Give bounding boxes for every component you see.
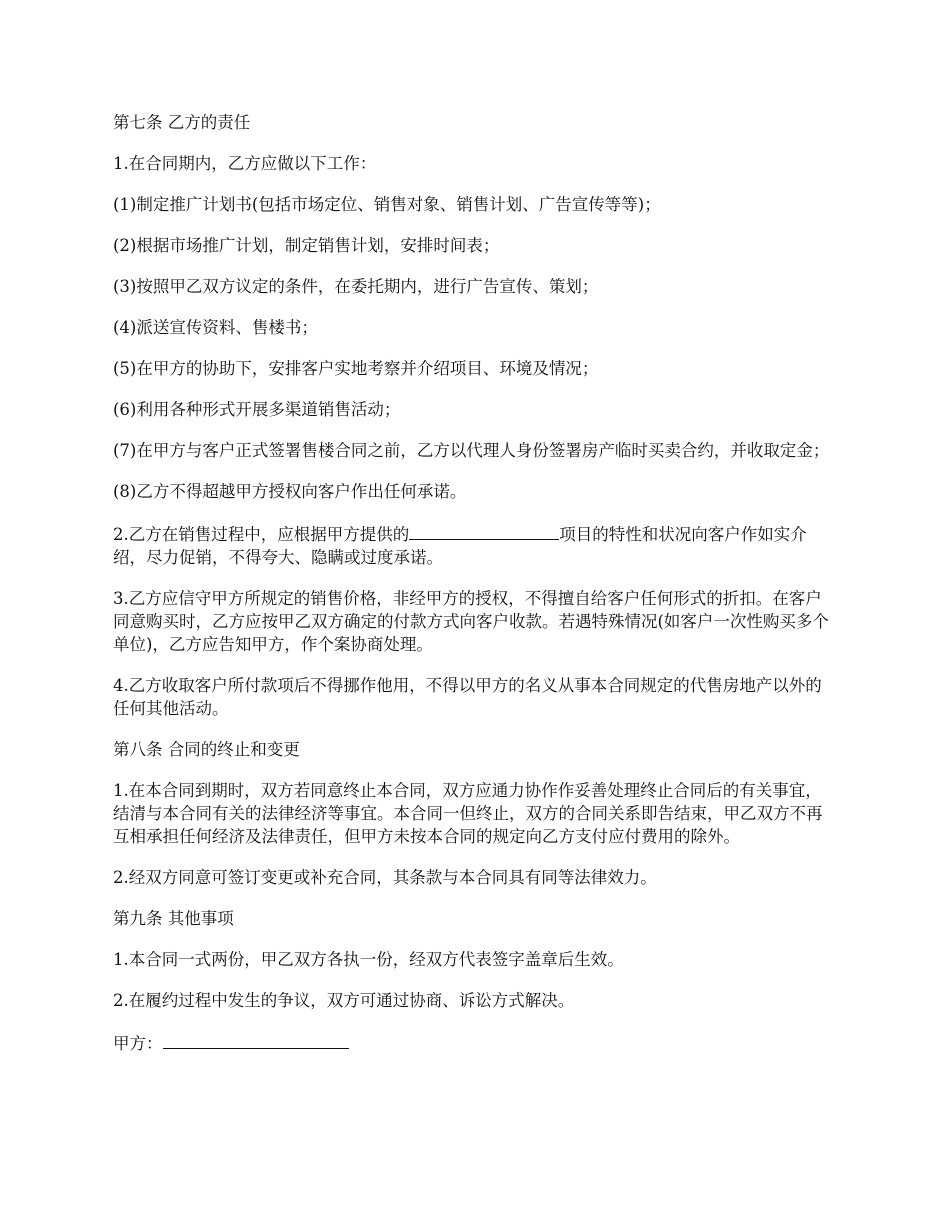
clause-7-1-6: (6)利用各种形式开展多渠道销售活动； xyxy=(113,400,401,419)
project-name-blank[interactable] xyxy=(409,521,559,540)
clause-9-2: 2.在履约过程中发生的争议，双方可通过协商、诉讼方式解决。 xyxy=(113,991,575,1010)
clause-7-1-2: (2)根据市场推广计划，制定销售计划，安排时间表； xyxy=(113,236,500,255)
clause-9-1: 1.本合同一式两份，甲乙双方各执一份，经双方代表签字盖章后生效。 xyxy=(113,950,624,969)
clause-7-2-text-before: 2.乙方在销售过程中，应根据甲方提供的 xyxy=(113,525,410,544)
clause-7-1-8: (8)乙方不得超越甲方授权向客户作出任何承诺。 xyxy=(113,482,467,501)
clause-8-1: 1.在本合同到期时，双方若同意终止本合同，双方应通力协作作妥善处理终止合同后的有关事宜，结清与本合同有关的法律经济等事宜。本合同一但终止，双方的合同关系即告结束，甲乙双方不再互相承担任何经济及法律责任，但甲方未按本合同的规定向乙方支付应付费用的除外。 xyxy=(113,781,823,846)
clause-7-1-1: (1)制定推广计划书(包括市场定位、销售对象、销售计划、广告宣传等等)； xyxy=(113,195,661,214)
party-a-blank[interactable] xyxy=(163,1030,349,1049)
section-heading-7: 第七条 乙方的责任 xyxy=(113,113,251,132)
clause-7-4: 4.乙方收取客户所付款项后不得挪作他用，不得以甲方的名义从事本合同规定的代售房地产以外的任何其他活动。 xyxy=(113,676,822,718)
clause-7-1-5: (5)在甲方的协助下，安排客户实地考察并介绍项目、环境及情况； xyxy=(113,359,599,378)
party-a-label: 甲方： xyxy=(113,1034,163,1053)
section-heading-8: 第八条 合同的终止和变更 xyxy=(113,740,300,759)
clause-7-1-4: (4)派送宣传资料、售楼书； xyxy=(113,318,318,337)
section-heading-9: 第九条 其他事项 xyxy=(113,909,234,928)
party-a-signature-line xyxy=(113,1030,838,1055)
clause-7-1: 1.在合同期内，乙方应做以下工作： xyxy=(113,154,377,173)
clause-7-3: 3.乙方应信守甲方所规定的销售价格，非经甲方的授权，不得擅自给客户任何形式的折扣。在客户同意购买时，乙方应按甲乙双方确定的付款方式向客户收款。若遇特殊情况(如客户一次性购买多个单位)，乙方应告知甲方，作个案协商处理。 xyxy=(113,589,829,654)
clause-8-2: 2.经双方同意可签订变更或补充合同，其条款与本合同具有同等法律效力。 xyxy=(113,868,657,887)
clause-7-2 xyxy=(113,521,838,569)
clause-7-1-7: (7)在甲方与客户正式签署售楼合同之前，乙方以代理人身份签署房产临时买卖合约，并收取定金； xyxy=(113,441,830,460)
clause-7-2-text-after: 项目的特性和状况向客户作如实介绍，尽力促销，不得夸大、隐瞒或过度承诺。 xyxy=(113,525,807,567)
contract-page xyxy=(113,111,838,1073)
clause-7-1-3: (3)按照甲乙双方议定的条件，在委托期内，进行广告宣传、策划； xyxy=(113,277,599,296)
